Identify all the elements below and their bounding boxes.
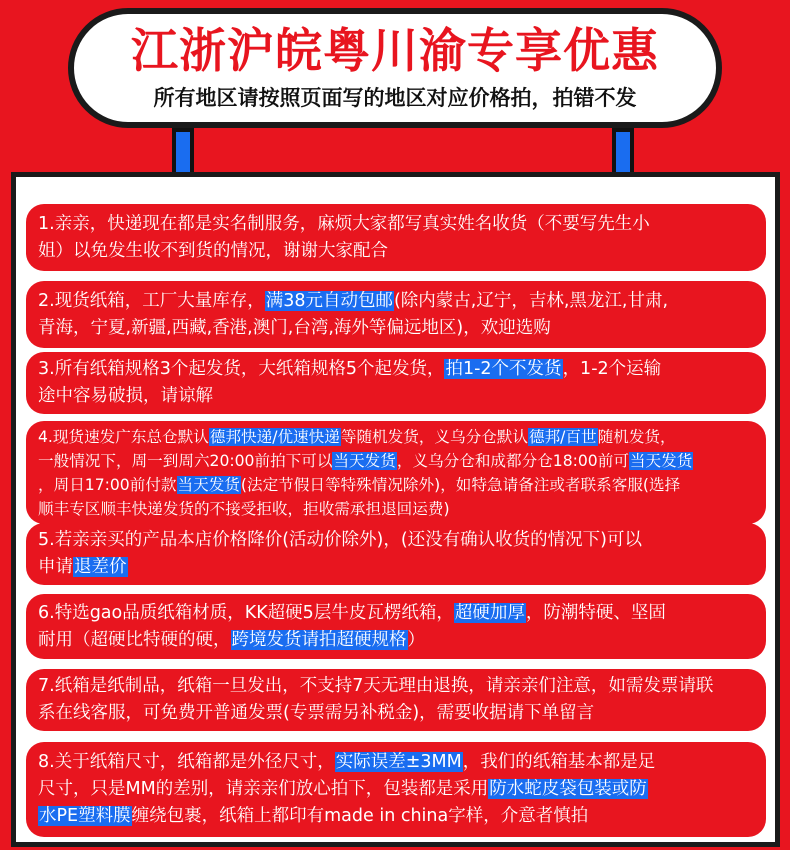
notice-text: [38, 288, 668, 342]
notice-highlight: 当天发货: [629, 451, 693, 470]
notice-segment: 3.所有纸箱规格3个起发货，大纸箱规格5个起发货，: [38, 359, 445, 379]
notice-text: [38, 211, 650, 265]
notice-item: [26, 594, 766, 659]
notice-segment: 随机发货，: [597, 427, 676, 446]
notice-segment: 2.现货纸箱，工厂大量库存，: [38, 290, 265, 311]
notice-highlight: 实际误差±3MM: [335, 752, 462, 772]
notice-segment: 姐）以免发生收不到货的情况，谢谢大家配合: [38, 240, 388, 261]
notice-text: [38, 527, 642, 581]
header-title: 江浙沪皖粤川渝专享优惠: [131, 24, 659, 79]
notice-highlight: 满38元自动包邮: [265, 290, 393, 311]
notice-segment: 7.纸箱是纸制品，纸箱一旦发出，不支持7天无理由退换，请亲亲们注意，如需发票请联: [38, 676, 714, 696]
notice-item: [26, 523, 766, 585]
notice-text: [38, 425, 693, 521]
notice-segment: 5.若亲亲买的产品本店价格降价(活动价除外)，(还没有确认收货的情况下)可以: [38, 530, 643, 550]
notice-highlight: 德邦/百世: [528, 427, 597, 446]
header-subtitle: 所有地区请按照页面写的地区对应价格拍，拍错不发: [153, 86, 637, 110]
notice-segment: 尺寸，只是MM的差别，请亲亲们放心拍下，包装都是采用: [38, 779, 489, 799]
notice-highlight: 退差价: [74, 557, 127, 577]
notice-segment: ，防潮特硬、坚固: [525, 602, 666, 623]
header-banner: [68, 8, 722, 128]
notice-segment: 1.亲亲，快递现在都是实名制服务，麻烦大家都写真实姓名收货（不要写先生小: [38, 213, 650, 234]
notice-item: [26, 204, 766, 271]
notice-segment: 等随机发货，义乌分仓默认: [340, 427, 528, 446]
notice-segment: 4.现货速发广东总仓默认: [38, 427, 209, 446]
notice-highlight: 水PE塑料膜: [39, 806, 131, 826]
notice-segment: 申请: [38, 557, 73, 577]
notice-item: [26, 352, 766, 414]
notice-segment: 顺丰专区顺丰快递发货的不接受拒收，拒收需承担退回运费): [38, 499, 450, 518]
notice-segment: 青海，宁夏,新疆,西藏,香港,澳门,台湾,海外等偏远地区)，欢迎选购: [38, 317, 551, 338]
notice-segment: ，1-2个运输: [562, 359, 662, 379]
notice-highlight: 超硬加厚: [454, 602, 525, 623]
notice-item: [26, 421, 766, 524]
notice-segment: 途中容易破损，请谅解: [38, 386, 213, 406]
notice-segment: ，周日17:00前付款: [38, 475, 177, 494]
notice-highlight: 当天发货: [333, 451, 396, 470]
notice-board: [11, 172, 780, 847]
notice-segment: 系在线客服，可免费开普通发票(专票需另补税金)，需要收据请下单留言: [38, 703, 595, 723]
notice-text: [38, 600, 666, 654]
notice-segment: ，义乌分仓和成都分仓18:00前可: [396, 451, 629, 470]
notice-text: [38, 749, 655, 830]
notice-segment: (除内蒙古,辽宁，吉林,黑龙江,甘肃,: [393, 290, 669, 311]
notice-text: [38, 356, 661, 410]
notice-segment: 8.关于纸箱尺寸，纸箱都是外径尺寸，: [38, 752, 335, 772]
notice-highlight: 当天发货: [177, 475, 240, 494]
notice-text: [38, 673, 713, 727]
notice-item: [26, 742, 766, 837]
notice-item: [26, 669, 766, 731]
notice-segment: ，我们的纸箱基本都是足: [462, 752, 656, 772]
notice-highlight: 德邦快递/优速快递: [209, 427, 340, 446]
notice-segment: 一般情况下，周一到周六20:00前拍下可以: [38, 451, 333, 470]
notice-item: [26, 281, 766, 348]
notice-segment: (法定节假日等特殊情况除外)，如特急请备注或者联系客服(选择: [240, 475, 681, 494]
notice-segment: ）: [407, 629, 425, 650]
notice-highlight: 跨境发货请拍超硬规格: [231, 629, 407, 650]
notice-highlight: 拍1-2个不发货: [445, 359, 562, 379]
notice-highlight: 防水蛇皮袋包装或防: [489, 779, 647, 799]
notice-segment: 耐用（超硬比特硬的硬，: [38, 629, 231, 650]
notice-segment: 6.特选gao品质纸箱材质，KK超硬5层牛皮瓦楞纸箱，: [38, 602, 454, 623]
notice-segment: 缠绕包裹，纸箱上都印有made in china字样，介意者慎拍: [131, 806, 589, 826]
